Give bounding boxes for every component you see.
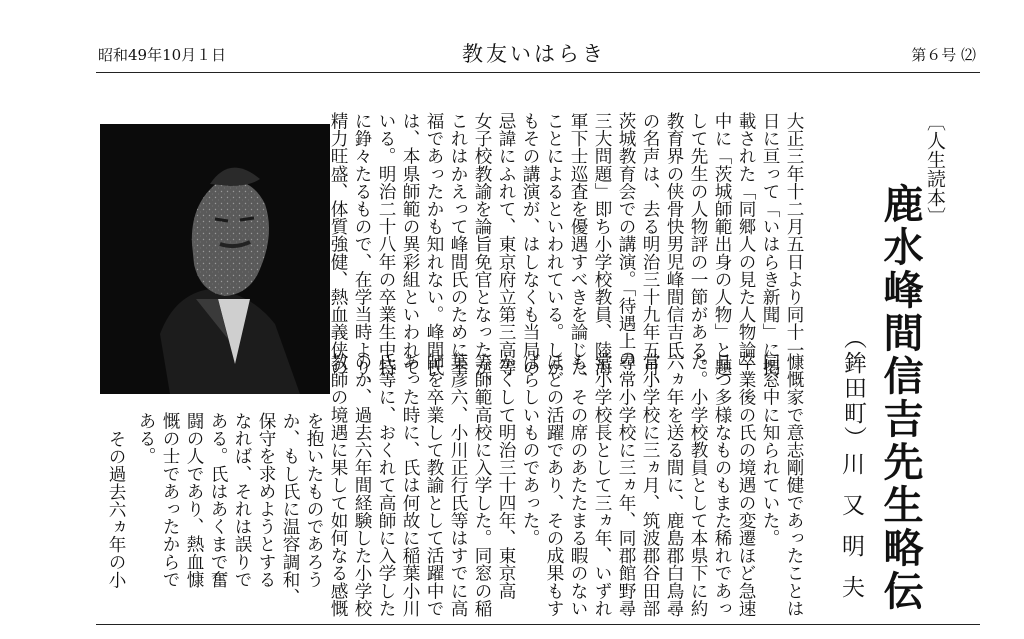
body-column: 氏等に、おくれて高師に入学した [376, 353, 396, 617]
body-column: 軍下士巡査を優遇すべきを論じた [568, 112, 588, 376]
body-column: その過去六ヵ年の小 [106, 430, 126, 589]
body-column: 中に「茨城師範出身の人物」と題 [712, 112, 732, 376]
body-column: なれば、それは誤りで [232, 412, 252, 588]
body-column: かくして明治三十四年、東京高 [496, 353, 516, 600]
body-column: た。小学校教員として本県下に約 [688, 353, 708, 617]
body-column: の名声は、去る明治三十九年五月、 [640, 112, 660, 394]
body-column: ほどの活躍であり、その成果もす [544, 353, 564, 617]
body-column: のか、過去六年間経験した小学校 [352, 353, 372, 617]
body-column: ことによるといわれている。しか [544, 112, 564, 376]
body-column: これはかえって峰間氏のために幸 [448, 112, 468, 376]
issue-number: 第６号 ⑵ [911, 46, 976, 64]
body-column: 卒業後の氏の境遇の変遷ほど急速 [736, 353, 756, 617]
series-label: 〔人生読本〕 [924, 112, 946, 226]
body-column: もその講演が、はしなくも当局の [520, 112, 540, 376]
body-column: 闘の人であり、熱血慷 [184, 412, 204, 588]
body-column: 載された「同郷人の見た人物論」 [736, 112, 756, 376]
body-column: 尋常小学校に三ヵ年、同郡館野尋 [616, 353, 636, 617]
body-column: か、もし氏に温容調和、 [280, 412, 300, 606]
body-column: 忌諱にふれて、東京府立第三高等 [496, 112, 516, 376]
body-column: 師を卒業して教諭として活躍中で [424, 353, 444, 617]
body-column: 慷慨家で意志剛健であったことは [784, 353, 804, 617]
body-column: 且つ多様なものもまた稀れであっ [712, 353, 732, 617]
body-column: あった時に、氏は何故に稲葉小川 [400, 353, 420, 617]
issue-date: 昭和49年10月１日 [98, 46, 227, 64]
bottom-rule [96, 624, 980, 625]
body-column: 六ヵ年を送る間に、鹿島郡白鳥尋 [664, 353, 684, 617]
portrait-photo [100, 124, 330, 394]
body-column: 保守を求めようとする [256, 412, 276, 588]
body-column: は、本県師範の異彩組といわれて [400, 112, 420, 376]
body-column: 慨の士であったからで [160, 412, 180, 588]
body-column: 等師範高校に入学した。同窓の稲 [472, 353, 492, 617]
body-column: 常小学校に三ヵ月、筑波郡谷田部 [640, 353, 660, 617]
body-column: 教師の境遇に果して如何なる感慨 [328, 353, 348, 617]
article-title: 鹿水峰間信吉先生略伝 [877, 183, 924, 613]
body-column: 福であったかも知れない。峰間氏 [424, 112, 444, 376]
body-column: 女子校教諭を論旨免官となったが、 [472, 112, 492, 394]
body-column: 同窓中に知られていた。 [760, 353, 780, 547]
author-affiliation: （鉾田町） [840, 326, 866, 451]
newspaper-title: 教友いはらき [462, 42, 606, 66]
body-column: に錚々たるもので、在学当時より、 [352, 112, 372, 394]
body-column: 教育界の侠骨快男児峰間信吉氏 [664, 112, 684, 359]
body-column: 精力旺盛、体質強健、熱血義侠の [328, 112, 348, 376]
body-column: 三大問題」即ち小学校教員、陸海 [592, 112, 612, 376]
body-column: して先生の人物評の一節がある。 [688, 112, 708, 376]
body-column: ばらしいものであった。 [520, 353, 540, 547]
body-column: 葉彦六、小川正行氏等はすでに高 [448, 353, 468, 617]
body-column: も、その席のあたたまる暇のない [568, 353, 588, 617]
body-column: 大正三年十二月五日より同十一 [784, 112, 804, 359]
body-column: を抱いたものであろう [304, 412, 324, 588]
author-name: 川又明夫 [838, 452, 864, 616]
body-column: ある。 [136, 412, 156, 465]
body-column: 日に亘って「いはらき新聞」に掲 [760, 112, 780, 376]
body-column: 茨城教育会での講演。「待遇上の [616, 112, 636, 368]
body-column: いる。明治二十八年の卒業生中特 [376, 112, 396, 376]
body-column: ある。氏はあくまで奮 [208, 412, 228, 588]
body-column: 常小学校長として三ヵ年、いずれ [592, 353, 612, 617]
header-rule [96, 72, 980, 73]
